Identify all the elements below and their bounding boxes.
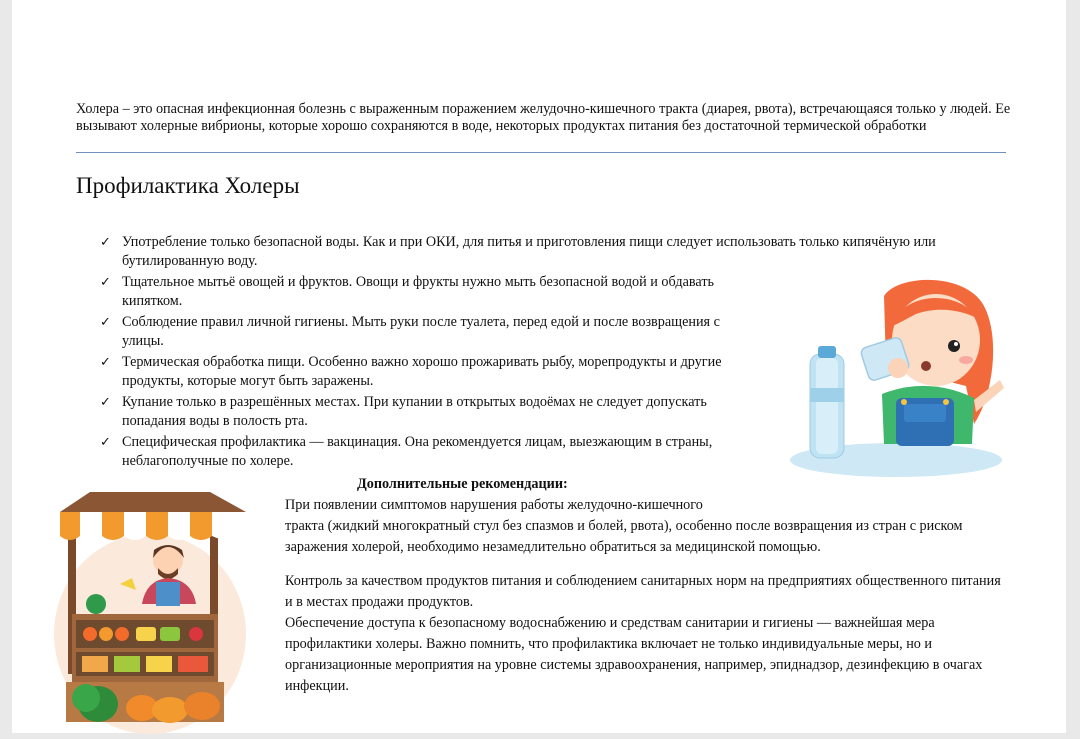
recommendations-paragraph-1 [285, 495, 1005, 558]
recommendations-title: Дополнительные рекомендации: [357, 476, 568, 492]
list-item [100, 233, 1002, 271]
checkmark-icon: ✓ [100, 435, 111, 450]
market-stall-illustration [50, 484, 260, 739]
checkmark-icon: ✓ [100, 235, 111, 250]
list-item [100, 433, 762, 471]
header-divider [76, 152, 1006, 153]
checkmark-icon: ✓ [100, 395, 111, 410]
checkmark-icon: ✓ [100, 355, 111, 370]
girl-drinking-water-illustration [788, 276, 1006, 480]
recommendations-paragraph-1-line-1: При появлении симптомов нарушения работы желудочно-кишечного [285, 497, 703, 513]
recommendations-paragraph-3: Обеспечение доступа к безопасному водоснабжению и средствам санитарии и гигиены — важнейшая мера профилактики холеры. Важно помнить, что профилактика включает не только индивидуальные меры, но и организационные мероприятия на уровне системы здравоохранения, например, эпиднадзор, дезинфекцию в очагах инфекции. [285, 615, 983, 694]
page-title: Профилактика Холеры [76, 173, 300, 198]
list-item [100, 393, 762, 431]
list-item-text: Специфическая профилактика — вакцинация. Она рекомендуется лицам, выезжающим в страны, неблагополучные по холере. [122, 434, 713, 469]
list-item-text: Соблюдение правил личной гигиены. Мыть руки после туалета, перед едой и после возвращения с улицы. [122, 314, 720, 349]
page-frame-right [1066, 0, 1080, 739]
list-item [100, 273, 762, 311]
checkmark-icon: ✓ [100, 275, 111, 290]
checkmark-icon: ✓ [100, 315, 111, 330]
list-item [100, 353, 762, 391]
page-frame-left [0, 0, 12, 739]
recommendations-paragraph-1-rest: тракта (жидкий многократный стул без спазмов и болей, рвота), особенно после возвращения из стран с риском заражения холерой, необходимо незамедлительно обратиться за медицинской помощью. [285, 518, 963, 555]
list-item-text: Термическая обработка пищи. Особенно важно хорошо прожаривать рыбу, морепродукты и другие продукты, которые могут быть заражены. [122, 354, 722, 389]
list-item-text: Употребление только безопасной воды. Как и при ОКИ, для питья и приготовления пищи следует использовать только кипячёную или бутилированную воду. [122, 234, 936, 269]
list-item-text: Тщательное мытьё овощей и фруктов. Овощи и фрукты нужно мыть безопасной водой и обдавать кипятком. [122, 274, 715, 309]
recommendations-paragraph-2: Контроль за качеством продуктов питания и соблюдением санитарных норм на предприятиях общественного питания и в местах продажи продуктов. [285, 573, 1001, 610]
list-item-text: Купание только в разрешённых местах. При купании в открытых водоёмах не следует допускать попадания воды в полость рта. [122, 394, 707, 429]
intro-paragraph: Холера – это опасная инфекционная болезнь с выраженным поражением желудочно-кишечного тракта (диарея, рвота), встречающаяся только у людей. Ее вызывают холерные вибрионы, которые хорошо сохраняются в воде, некоторых продуктах питания без достаточной термической обработки [76, 101, 1011, 134]
list-item [100, 313, 762, 351]
